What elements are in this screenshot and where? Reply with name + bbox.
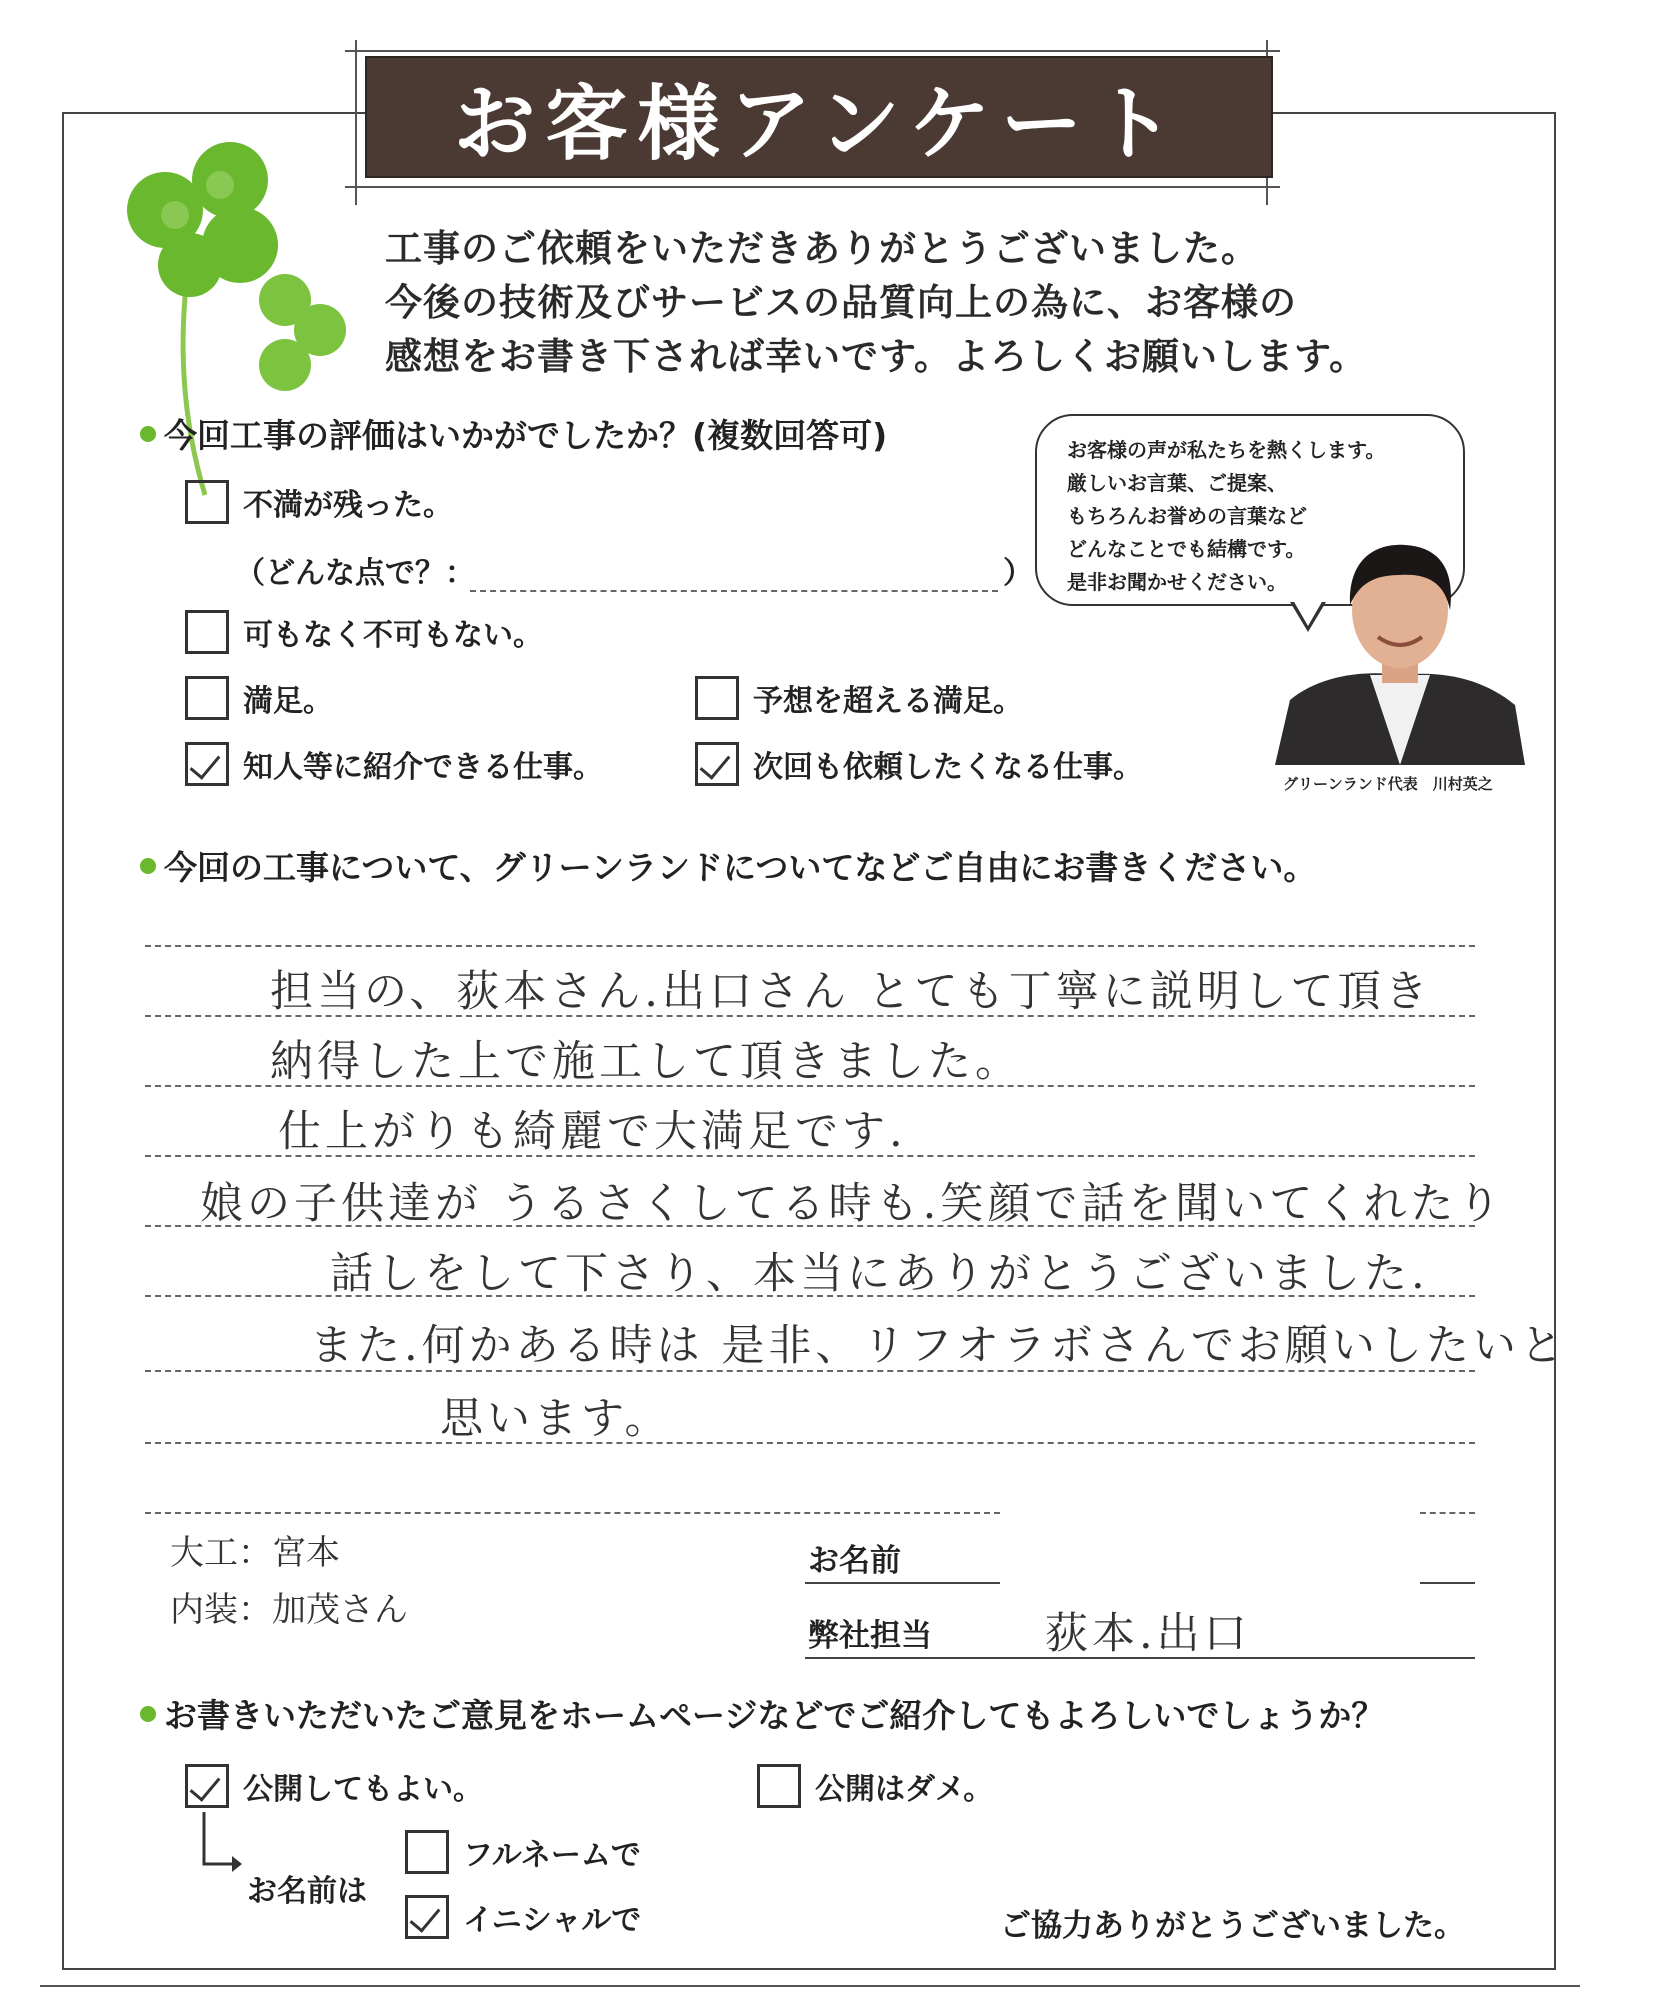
option-again[interactable] <box>695 742 1143 786</box>
q3-heading-text: お書きいただいたご意見をホームページなどでご紹介してもよろしいでしょうか？ <box>164 1696 1385 1735</box>
checkbox-again[interactable] <box>695 742 739 786</box>
title-rule-bottom <box>345 186 1280 188</box>
title-banner <box>365 56 1273 178</box>
reason-field[interactable] <box>470 590 998 592</box>
checkbox-recommend[interactable] <box>185 742 229 786</box>
option-label: 公開はダメ。 <box>815 1772 994 1807</box>
bottom-rule <box>40 1985 1580 1987</box>
checkbox-fullname[interactable] <box>405 1830 449 1874</box>
reason-close-paren: ） <box>1003 556 1033 591</box>
bubble-line: お客様の声が私たちを熱くします。 <box>1067 438 1386 462</box>
option-label: 不満が残った。 <box>243 488 453 523</box>
option-label: 次回も依頼したくなる仕事。 <box>753 750 1143 785</box>
portrait-caption: グリーンランド代表 川村英之 <box>1283 775 1493 793</box>
ruled-line <box>145 945 1475 947</box>
bullet-icon <box>140 426 156 442</box>
option-label: 満足。 <box>243 684 333 719</box>
checkbox-dissatisfied[interactable] <box>185 480 229 524</box>
arrow-right-icon <box>196 1812 246 1882</box>
q2-heading-text: 今回の工事について、グリーンランドについてなどご自由にお書きください。 <box>164 848 1317 887</box>
name-underline-left <box>805 1582 1000 1584</box>
reason-row <box>235 548 475 592</box>
comment-line-6: また.何かある時は 是非、リフオラボさんでお願いしたいと <box>310 1321 1567 1371</box>
option-dissatisfied[interactable] <box>185 480 453 524</box>
option-initials[interactable] <box>405 1895 641 1939</box>
option-satisfied[interactable] <box>185 676 333 720</box>
staff-label: 弊社担当 <box>808 1618 932 1654</box>
ruled-line <box>145 1512 1000 1514</box>
bubble-line: どんなことでも結構です。 <box>1067 537 1306 561</box>
bubble-line: 厳しいお言葉、ご提案、 <box>1067 471 1287 495</box>
ruled-line <box>1420 1512 1475 1514</box>
option-label: フルネームで <box>463 1838 641 1873</box>
portrait-photo <box>1270 525 1530 765</box>
thanks-text: ご協力ありがとうございました。 <box>1000 1908 1465 1944</box>
staff-note-carpenter: 大工：宮本 <box>170 1533 340 1573</box>
comment-line-2: 納得した上で施工して頂きました。 <box>270 1037 1022 1087</box>
name-label: お名前 <box>808 1543 901 1579</box>
comment-line-4: 娘の子供達が うるさくしてる時も.笑顔で話を聞いてくれたり <box>200 1179 1505 1229</box>
comment-line-5: 話しをして下さり、本当にありがとうございました. <box>330 1249 1429 1299</box>
q1-heading-text: 今回工事の評価はいかがでしたか？(複数回答可) <box>164 416 888 455</box>
page-title: お客様アンケート <box>453 76 1185 172</box>
staff-value: 荻本.出口 <box>1045 1609 1251 1659</box>
reason-close <box>1003 548 1033 592</box>
name-is-label-row <box>247 1866 367 1910</box>
option-neutral[interactable] <box>185 610 543 654</box>
name-is-label: お名前は <box>247 1874 367 1909</box>
intro-line-1: 工事のご依頼をいただきありがとうございました。 <box>385 227 1259 270</box>
ruled-line <box>145 1442 1475 1444</box>
reason-label: （どんな点で？： <box>235 556 475 591</box>
comment-line-7: 思います。 <box>440 1394 672 1444</box>
option-label: イニシャルで <box>463 1903 642 1938</box>
option-beyond[interactable] <box>695 676 1023 720</box>
title-rule-left <box>355 40 357 205</box>
q1-heading <box>140 410 887 457</box>
staff-note-interior: 内装：加茂さん <box>170 1590 408 1630</box>
title-rule-top <box>345 50 1280 52</box>
checkbox-satisfied[interactable] <box>185 676 229 720</box>
intro-line-3: 感想をお書き下されば幸いです。よろしくお願いします。 <box>385 335 1368 378</box>
option-label: 公開してもよい。 <box>243 1772 483 1807</box>
comment-line-1: 担当の、荻本さん.出口さん とても丁寧に説明して頂き <box>270 967 1432 1017</box>
bubble-line: 是非お聞かせください。 <box>1067 570 1287 594</box>
option-label: 予想を超える満足。 <box>753 684 1023 719</box>
name-field[interactable] <box>1005 1532 1415 1580</box>
checkbox-beyond[interactable] <box>695 676 739 720</box>
comment-line-3: 仕上がりも綺麗で大満足です. <box>278 1107 907 1157</box>
option-label: 可もなく不可もない。 <box>243 618 543 653</box>
intro-line-2: 今後の技術及びサービスの品質向上の為に、お客様の <box>385 281 1297 324</box>
name-underline-right <box>1420 1582 1475 1584</box>
checkbox-neutral[interactable] <box>185 610 229 654</box>
q2-heading <box>140 842 1316 889</box>
q3-heading <box>140 1690 1384 1737</box>
option-fullname[interactable] <box>405 1830 641 1874</box>
option-label: 知人等に紹介できる仕事。 <box>243 750 603 785</box>
checkbox-initials[interactable] <box>405 1895 449 1939</box>
checkbox-public-ng[interactable] <box>757 1764 801 1808</box>
checkbox-public-ok[interactable] <box>185 1764 229 1808</box>
bullet-icon <box>140 858 156 874</box>
option-public-ng[interactable] <box>757 1764 993 1808</box>
staff-underline <box>805 1657 1475 1659</box>
option-recommend[interactable] <box>185 742 603 786</box>
option-public-ok[interactable] <box>185 1764 483 1808</box>
bubble-line: もちろんお誉めの言葉など <box>1067 504 1307 528</box>
bullet-icon <box>140 1706 156 1722</box>
